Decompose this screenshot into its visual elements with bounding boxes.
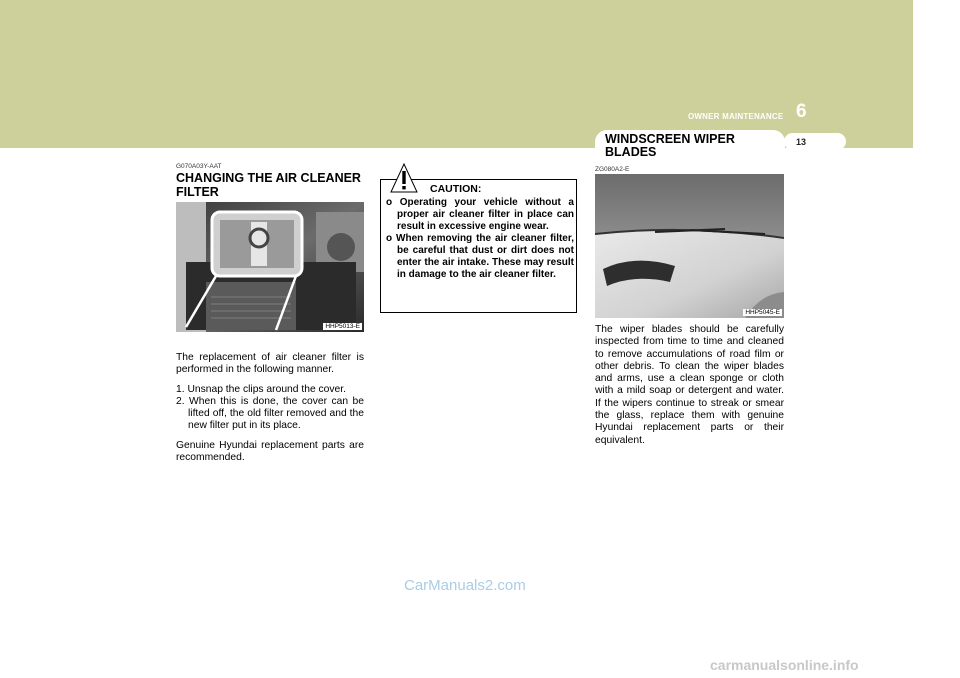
left-code: G070A03Y-AAT [176, 163, 222, 170]
air-filter-photo [176, 202, 364, 332]
warning-triangle-icon [390, 163, 418, 193]
wiper-paragraph: The wiper blades should be carefully inspected from time to time and cleaned to remove accumulations of road film or other debris. To clean the wiper blades and arms, use a clean sponge or cloth with a mild soap or detergent and water. If the wipers continue to streak or smear the glass, replace them with genuine Hyundai replacement parts or their equivalent. [595, 324, 784, 446]
left-heading: CHANGING THE AIR CLEANER FILTER [176, 171, 361, 199]
wiper-photo [595, 174, 784, 318]
caution-item-2: o When removing the air cleaner filter, be careful that dust or dirt does not enter the air intake. These may result in damage to the air cleaner filter. [386, 233, 574, 280]
header-margin [913, 0, 960, 148]
intro-paragraph: The replacement of air cleaner filter is performed in the following manner. [176, 352, 364, 376]
page-number: 13 [796, 137, 807, 147]
caution-list [386, 197, 574, 281]
step-1: 1. Unsnap the clips around the cover. [176, 383, 347, 395]
site-logo: carmanualsonline.info [710, 657, 859, 673]
hood-wiper-illustration [595, 174, 784, 318]
air-filter-illustration [176, 202, 364, 332]
caution-item-1: o Operating your vehicle without a proper air cleaner filter in place can result in excessive engine wear. [386, 197, 574, 232]
watermark: CarManuals2.com [404, 577, 526, 594]
right-photo-label: HHP5045-E [745, 309, 780, 316]
right-body [595, 324, 784, 454]
left-body [176, 352, 364, 471]
page-number-tab [784, 133, 846, 150]
note-paragraph: Genuine Hyundai replacement parts are recommended. [176, 439, 364, 464]
steps-list [176, 384, 364, 433]
step-2: 2. When this is done, the cover can be lifted off, the old filter removed and the new filter put in its place. [176, 395, 364, 432]
section-label: OWNER MAINTENANCE [688, 112, 784, 121]
section-title: WINDSCREEN WIPER BLADES [605, 132, 735, 159]
right-code: ZG080A2-E [595, 166, 630, 173]
caution-title: CAUTION: [430, 183, 482, 195]
header-band [0, 0, 913, 148]
chapter-number: 6 [796, 101, 807, 122]
left-photo-label: HHP5013-E [325, 323, 360, 330]
